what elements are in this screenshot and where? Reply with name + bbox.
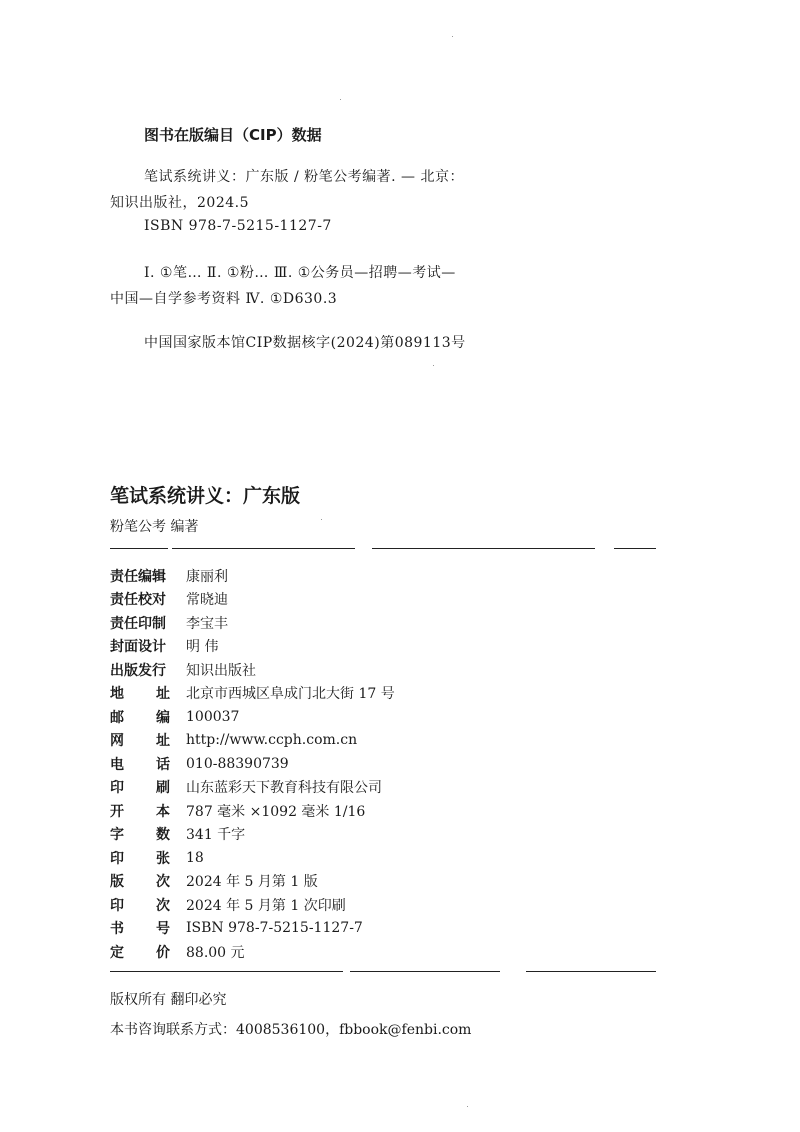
info-label: 印 刷 bbox=[110, 780, 170, 797]
info-value: 山东蓝彩天下教育科技有限公司 bbox=[186, 780, 382, 797]
info-value: 787 毫米 ×1092 毫米 1/16 bbox=[186, 803, 366, 820]
info-value: 341 千字 bbox=[186, 827, 246, 844]
info-label: 字 数 bbox=[110, 827, 170, 844]
info-row bbox=[110, 658, 670, 682]
info-value: 知识出版社 bbox=[186, 662, 256, 679]
cip-heading: 图书在版编目（CIP）数据 bbox=[144, 126, 322, 144]
info-row bbox=[110, 776, 670, 800]
divider bbox=[110, 971, 343, 972]
scan-speck bbox=[321, 519, 322, 520]
info-label: 出版发行 bbox=[110, 662, 166, 679]
scan-speck bbox=[467, 1106, 468, 1107]
divider bbox=[614, 548, 656, 549]
scan-speck bbox=[340, 99, 341, 100]
publication-info bbox=[110, 564, 670, 964]
info-value: ISBN 978-7-5215-1127-7 bbox=[186, 920, 363, 937]
info-value: 李宝丰 bbox=[186, 615, 228, 632]
cip-data-number: 中国国家版本馆CIP数据核字(2024)第089113号 bbox=[144, 335, 466, 351]
info-value: 明 伟 bbox=[186, 639, 219, 656]
info-row bbox=[110, 846, 670, 870]
cip-line: 中国—自学参考资料 Ⅳ. ①D630.3 bbox=[110, 291, 338, 307]
info-label: 网 址 bbox=[110, 733, 170, 750]
info-value: 100037 bbox=[186, 708, 240, 725]
cip-line: Ⅰ. ①笔… Ⅱ. ①粉… Ⅲ. ①公务员—招聘—考试— bbox=[144, 265, 456, 281]
info-row bbox=[110, 682, 670, 706]
info-label: 书 号 bbox=[110, 921, 170, 938]
info-row bbox=[110, 917, 670, 941]
divider bbox=[350, 971, 500, 972]
info-row bbox=[110, 588, 670, 612]
info-label: 定 价 bbox=[110, 944, 170, 961]
info-label: 版 次 bbox=[110, 874, 170, 891]
divider bbox=[526, 971, 656, 972]
info-row bbox=[110, 940, 670, 964]
info-label: 封面设计 bbox=[110, 639, 166, 656]
info-row bbox=[110, 870, 670, 894]
info-row bbox=[110, 705, 670, 729]
info-label: 开 本 bbox=[110, 803, 170, 820]
book-title: 笔试系统讲义：广东版 bbox=[110, 485, 301, 507]
info-row bbox=[110, 823, 670, 847]
info-row bbox=[110, 729, 670, 753]
divider bbox=[172, 548, 355, 549]
info-label: 印 张 bbox=[110, 850, 170, 867]
divider bbox=[110, 548, 168, 549]
copyright-notice: 版权所有 翻印必究 bbox=[110, 992, 227, 1008]
info-value: 2024 年 5 月第 1 版 bbox=[186, 874, 318, 891]
info-label: 印 次 bbox=[110, 897, 170, 914]
info-row bbox=[110, 893, 670, 917]
info-value: 2024 年 5 月第 1 次印刷 bbox=[186, 897, 346, 914]
info-value: http://www.ccph.com.cn bbox=[186, 732, 358, 749]
info-row bbox=[110, 611, 670, 635]
info-row bbox=[110, 752, 670, 776]
cip-line: 笔试系统讲义：广东版 / 粉笔公考编著. — 北京： bbox=[144, 169, 464, 185]
scan-speck bbox=[452, 36, 453, 37]
info-value: 康丽利 bbox=[186, 568, 228, 585]
info-label: 责任编辑 bbox=[110, 568, 166, 585]
info-label: 电 话 bbox=[110, 756, 170, 773]
info-value: 18 bbox=[186, 849, 204, 866]
info-label: 责任印制 bbox=[110, 615, 166, 632]
contact-info bbox=[110, 1019, 471, 1039]
contact-value: 4008536100，fbbook@fenbi.com bbox=[236, 1022, 472, 1038]
info-value: 北京市西城区阜成门北大街 17 号 bbox=[186, 686, 395, 703]
info-row bbox=[110, 799, 670, 823]
info-value: 88.00 元 bbox=[186, 944, 245, 961]
scan-speck bbox=[433, 365, 434, 366]
cip-line: ISBN 978-7-5215-1127-7 bbox=[144, 218, 332, 234]
book-author: 粉笔公考 编著 bbox=[110, 519, 199, 535]
info-label: 邮 编 bbox=[110, 709, 170, 726]
divider bbox=[372, 548, 595, 549]
cip-line: 知识出版社，2024.5 bbox=[110, 195, 249, 211]
info-value: 010-88390739 bbox=[186, 755, 289, 772]
info-value: 常晓迪 bbox=[186, 592, 228, 609]
info-row bbox=[110, 635, 670, 659]
info-label: 地 址 bbox=[110, 686, 170, 703]
info-row bbox=[110, 564, 670, 588]
info-label: 责任校对 bbox=[110, 592, 166, 609]
contact-label: 本书咨询联系方式： bbox=[110, 1022, 236, 1038]
